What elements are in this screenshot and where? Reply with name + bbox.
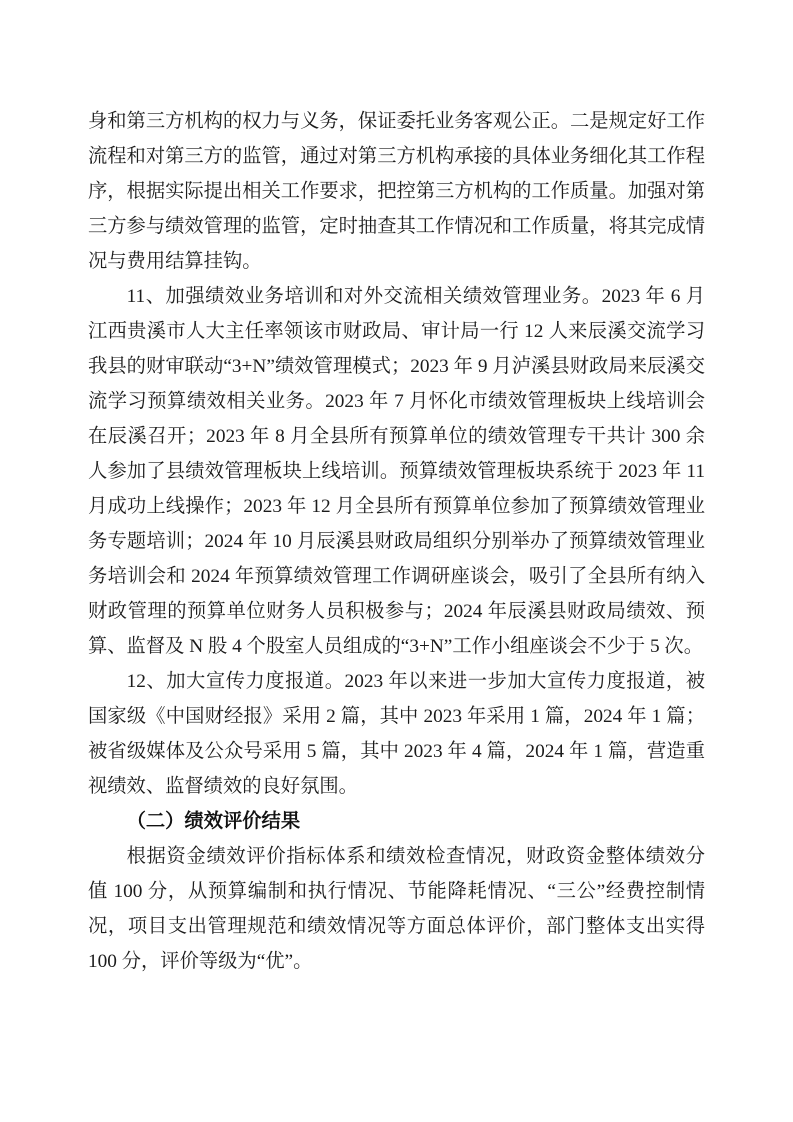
paragraph-third-party-supervision: 身和第三方机构的权力与义务，保证委托业务客观公正。二是规定好工作流程和对第三方的监管，通过对第三方机构承接的具体业务细化其工作程序，根据实际提出相关工作要求，把控第三方机构的工作质量。加强对第三方参与绩效管理的监管，定时抽查其工作情况和工作质量，将其完成情况与费用结算挂钩。 [88, 111, 705, 272]
section-heading-performance-evaluation-results: （二）绩效评价结果 [126, 811, 301, 832]
paragraph-item-11-training-and-exchange: 11、加强绩效业务培训和对外交流相关绩效管理业务。2023 年 6 月江西贵溪市人大主任率领该市财政局、审计局一行 12 人来辰溪交流学习我县的财审联动“3+N”绩效管理模式；2023 年 9 月泸溪县财政局来辰溪交流学习预算绩效相关业务。2023 年 7 月怀化市绩效管理板块上线培训会在辰溪召开；2023 年 8 月全县所有预算单位的绩效管理专干共计 300 余人参加了县绩效管理板块上线培训。预算绩效管理板块系统于 2023 年 11 月成功上线操作；2023 年 12 月全县所有预算单位参加了预算绩效管理业务专题培训；2024 年 10 月辰溪县财政局组织分别举办了预算绩效管理业务培训会和 2024 年预算绩效管理工作调研座谈会，吸引了全县所有纳入财政管理的预算单位财务人员积极参与；2024 年辰溪县财政局绩效、预算、监督及 N 股 4 个股室人员组成的“3+N”工作小组座谈会不少于 5 次。 [88, 286, 705, 657]
document-text-block [88, 104, 705, 979]
paragraph-evaluation-result-summary: 根据资金绩效评价指标体系和绩效检查情况，财政资金整体绩效分值 100 分，从预算编制和执行情况、节能降耗情况、“三公”经费控制情况，项目支出管理规范和绩效情况等方面总体评价，部门整体支出实得 100 分，评价等级为“优”。 [88, 846, 705, 972]
paragraph-item-12-publicity: 12、加大宣传力度报道。2023 年以来进一步加大宣传力度报道，被国家级《中国财经报》采用 2 篇，其中 2023 年采用 1 篇，2024 年 1 篇；被省级媒体及公众号采用 5 篇，其中 2023 年 4 篇，2024 年 1 篇，营造重视绩效、监督绩效的良好氛围。 [88, 671, 705, 797]
